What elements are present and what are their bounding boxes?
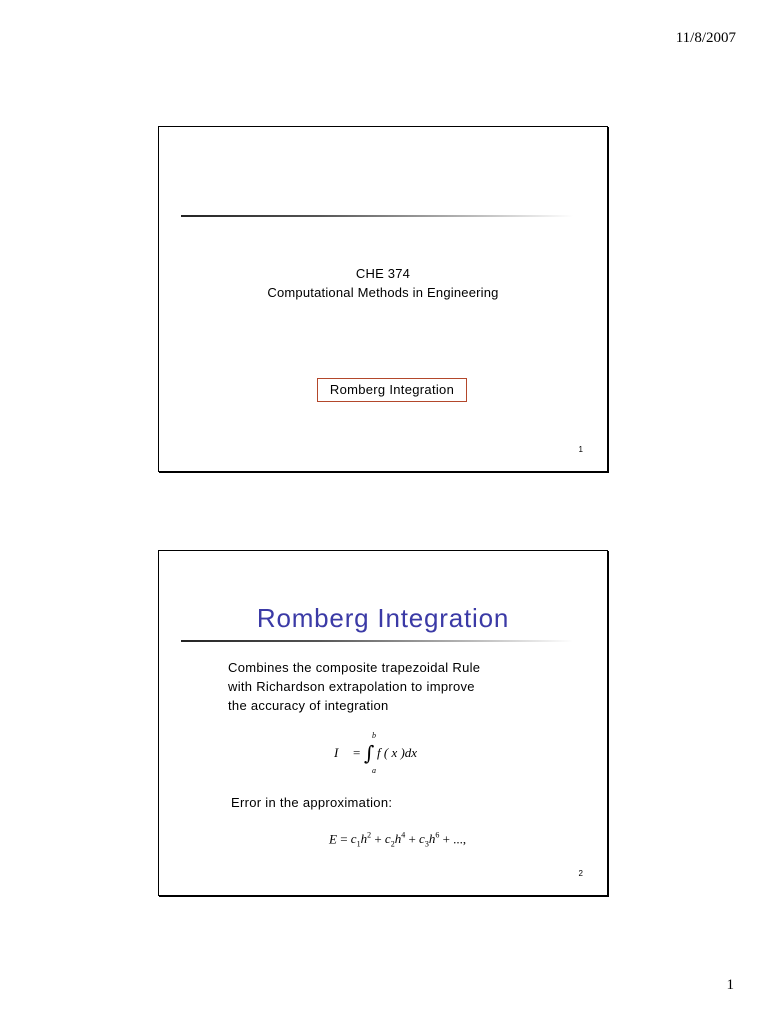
page-date: 11/8/2007 xyxy=(675,30,736,46)
slide-number: 2 xyxy=(578,869,583,878)
title-rule xyxy=(181,640,573,642)
course-code: CHE 374 xyxy=(355,266,411,281)
error-term: $c_2h^4$ xyxy=(384,831,406,849)
error-term: $c_1h^2$ xyxy=(350,831,372,849)
description-line: the accuracy of integration xyxy=(228,698,389,713)
integral-lhs: I xyxy=(334,745,339,760)
description-line: Combines the composite trapezoidal Rule xyxy=(228,660,481,675)
equals-sign: = xyxy=(353,745,361,760)
topic-box: Romberg Integration xyxy=(317,378,467,402)
slide-2 xyxy=(158,550,608,896)
error-lhs: E xyxy=(329,831,337,847)
slide-title: Romberg Integration xyxy=(256,603,510,633)
description xyxy=(228,658,528,715)
integral-equation xyxy=(334,733,424,775)
title-rule xyxy=(181,215,573,217)
slide-1 xyxy=(158,126,608,472)
course-name: Computational Methods in Engineering xyxy=(267,285,499,300)
lower-limit: a xyxy=(372,766,376,775)
slide-number: 1 xyxy=(578,445,583,454)
error-equation: $E = c_1h^2 + c_2h^4 + c_3h^6$ + ..., xyxy=(329,831,467,849)
upper-limit: b xyxy=(372,731,376,740)
page-number: 1 xyxy=(726,977,734,993)
error-tail: ..., xyxy=(453,831,467,847)
integral-sign-icon: ∫ xyxy=(364,741,375,765)
description-line: with Richardson extrapolation to improve xyxy=(228,679,475,694)
error-term: $c_3h^6$ xyxy=(419,831,440,849)
course-info xyxy=(159,264,607,302)
error-label: Error in the approximation: xyxy=(231,795,393,810)
integrand: f ( x )dx xyxy=(377,745,418,760)
